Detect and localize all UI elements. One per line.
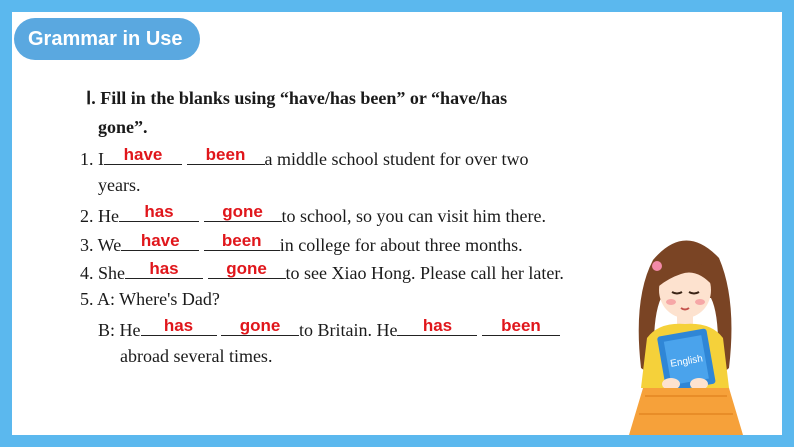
q5-blank-1: [141, 317, 217, 336]
q3-answer-1: have: [140, 231, 180, 250]
flower-hairclip-icon: [652, 261, 662, 271]
q4-prefix: 4. She: [80, 263, 125, 283]
q2-text: to school, so you can visit him there.: [281, 206, 546, 226]
q5-answer-2: gone: [239, 316, 281, 335]
q2-blank-2: [204, 203, 282, 222]
q3-blank-2: [204, 232, 280, 251]
question-2: [80, 203, 546, 227]
question-4: [80, 260, 564, 284]
q3-text: in college for about three months.: [279, 235, 523, 255]
q3-answer-2: been: [221, 231, 262, 250]
q3-prefix: 3. We: [80, 235, 122, 255]
q5-blank-2: [221, 317, 299, 336]
q2-prefix: 2. He: [80, 206, 119, 226]
q5-answer-4: been: [501, 316, 541, 335]
q5-text: to Britain. He: [299, 320, 398, 340]
q1-text: a middle school student for over two: [264, 149, 529, 169]
q1-blank-1: [104, 146, 182, 165]
exercise-title-line2: gone”.: [98, 117, 148, 137]
q5-prefix: B: He: [98, 320, 141, 340]
q5-answer-3: has: [422, 316, 453, 335]
q1-answer-2: been: [205, 145, 246, 164]
q5-blank-3: [397, 317, 477, 336]
girl-with-book-illustration: [625, 228, 745, 435]
q4-answer-1: has: [149, 259, 179, 278]
book-label: English: [669, 353, 704, 370]
q4-blank-2: [208, 260, 286, 279]
q1-answer-1: have: [123, 145, 163, 164]
q5-answer-1: has: [163, 316, 194, 335]
q2-blank-1: [119, 203, 199, 222]
question-3: [80, 232, 523, 256]
q3-blank-1: [121, 232, 199, 251]
q1-prefix: 1. I: [80, 149, 104, 169]
question-5-a: 5. A: Where's Dad?: [80, 289, 220, 309]
q4-blank-1: [125, 260, 203, 279]
q2-answer-2: gone: [222, 202, 263, 221]
q1-continuation: years.: [98, 175, 141, 195]
question-1: [80, 146, 528, 170]
exercise-title-line1: Ⅰ. Fill in the blanks using “have/has been” or “have/has: [86, 88, 508, 108]
q4-text: to see Xiao Hong. Please call her later.: [285, 263, 564, 283]
q2-answer-1: has: [144, 202, 174, 221]
q5-blank-4: [482, 317, 560, 336]
question-5-b: [98, 317, 560, 341]
q4-answer-2: gone: [226, 259, 267, 278]
q5-continuation: abroad several times.: [120, 346, 273, 366]
section-tag: Grammar in Use: [14, 18, 200, 60]
q1-blank-2: [187, 146, 265, 165]
